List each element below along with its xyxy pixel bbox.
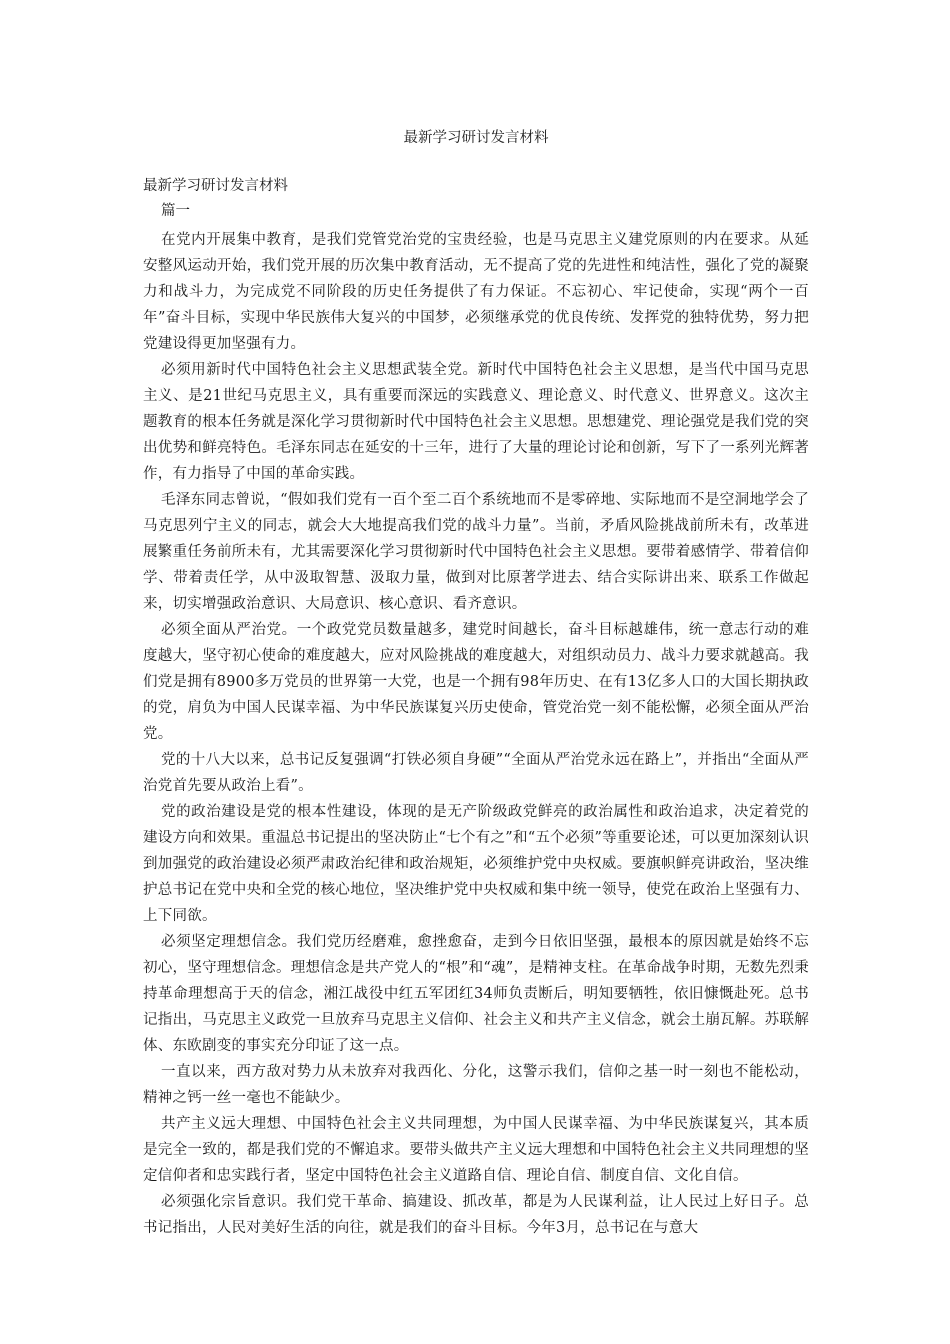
paragraph-6: 党的政治建设是党的根本性建设，体现的是无产阶级政党鲜亮的政治属性和政治追求，决定着党的建设方向和效果。重温总书记提出的坚决防止“七个有之”和“五个必须”等重要论述，可以更加深刻认识到加强党的政治建设必须严肃政治纪律和政治规矩，必须维护党中央权威。要旗帜鲜亮讲政治，坚决维护总书记在党中央和全党的核心地位，坚决维护党中央权威和集中统一领导，使党在政治上坚强有力、上下同欲。 xyxy=(143,804,809,924)
paragraph-8: 一直以来，西方敌对势力从未放弃对我西化、分化，这警示我们，信仰之基一时一刻也不能松动，精神之钙一丝一毫也不能缺少。 xyxy=(143,1064,809,1106)
paragraph-3: 毛泽东同志曾说，“假如我们党有一百个至二百个系统地而不是零碎地、实际地而不是空洞地学会了马克思列宁主义的同志，就会大大地提高我们党的战斗力量”。当前，矛盾风险挑战前所未有，改革进展繁重任务前所未有，尤其需要深化学习贯彻新时代中国特色社会主义思想。要带着感情学、带着信仰学、带着责任学，从中汲取智慧、汲取力量，做到对比原著学进去、结合实际讲出来、联系工作做起来，切实增强政治意识、大局意识、核心意识、看齐意识。 xyxy=(143,492,809,612)
document-body xyxy=(143,227,809,1241)
paragraph-1: 在党内开展集中教育，是我们党管党治党的宝贵经验，也是马克思主义建党原则的内在要求。从延安整风运动开始，我们党开展的历次集中教育活动，无不提高了党的先进性和纯洁性，强化了党的凝聚力和战斗力，为完成党不同阶段的历史任务提供了有力保证。不忘初心、牢记使命，实现“两个一百年”奋斗目标，实现中华民族伟大复兴的中国梦，必须继承党的优良传统、发挥党的独特优势，努力把党建设得更加坚强有力。 xyxy=(143,232,809,352)
paragraph-10: 必须强化宗旨意识。我们党干革命、搞建设、抓改革，都是为人民谋利益，让人民过上好日子。总书记指出，人民对美好生活的向往，就是我们的奋斗目标。今年3月，总书记在与意大 xyxy=(143,1194,809,1236)
document-subtitle: 最新学习研讨发言材料 xyxy=(143,178,288,194)
paragraph-4: 必须全面从严治党。一个政党党员数量越多，建党时间越长，奋斗目标越雄伟，统一意志行动的难度越大，坚守初心使命的难度越大，应对风险挑战的难度越大，对组织动员力、战斗力要求就越高。我们党是拥有8900多万党员的世界第一大党，也是一个拥有98年历史、在有13亿多人口的大国长期执政的党，肩负为中国人民谋幸福、为中华民族谋复兴历史使命，管党治党一刻不能松懈，必须全面从严治党。 xyxy=(143,622,809,742)
paragraph-2: 必须用新时代中国特色社会主义思想武装全党。新时代中国特色社会主义思想，是当代中国马克思主义、是21世纪马克思主义，具有重要而深远的实践意义、理论意义、时代意义、世界意义。这次主题教育的根本任务就是深化学习贯彻新时代中国特色社会主义思想。思想建党、理论强党是我们党的突出优势和鲜亮特色。毛泽东同志在延安的十三年，进行了大量的理论讨论和创新，写下了一系列光辉著作，有力指导了中国的革命实践。 xyxy=(143,362,809,482)
paragraph-7: 必须坚定理想信念。我们党历经磨难，愈挫愈奋，走到今日依旧坚强，最根本的原因就是始终不忘初心，坚守理想信念。理想信念是共产党人的“根”和“魂”，是精神支柱。在革命战争时期，无数先烈秉持革命理想高于天的信念，湘江战役中红五军团红34师负责断后，明知要牺牲，依旧慷慨赴死。总书记指出，马克思主义政党一旦放弃马克思主义信仰、社会主义和共产主义信念，就会土崩瓦解。苏联解体、东欧剧变的事实充分印证了这一点。 xyxy=(143,934,809,1054)
paragraph-5: 党的十八大以来，总书记反复强调“打铁必须自身硬”“全面从严治党永远在路上”，并指出“全面从严治党首先要从政治上看”。 xyxy=(143,752,809,794)
document-title: 最新学习研讨发言材料 xyxy=(403,130,549,146)
section-label: 篇一 xyxy=(161,203,190,219)
paragraph-9: 共产主义远大理想、中国特色社会主义共同理想，为中国人民谋幸福、为中华民族谋复兴，其本质是完全一致的，都是我们党的不懈追求。要带头做共产主义远大理想和中国特色社会主义共同理想的坚定信仰者和忠实践行者，坚定中国特色社会主义道路自信、理论自信、制度自信、文化自信。 xyxy=(143,1116,809,1184)
